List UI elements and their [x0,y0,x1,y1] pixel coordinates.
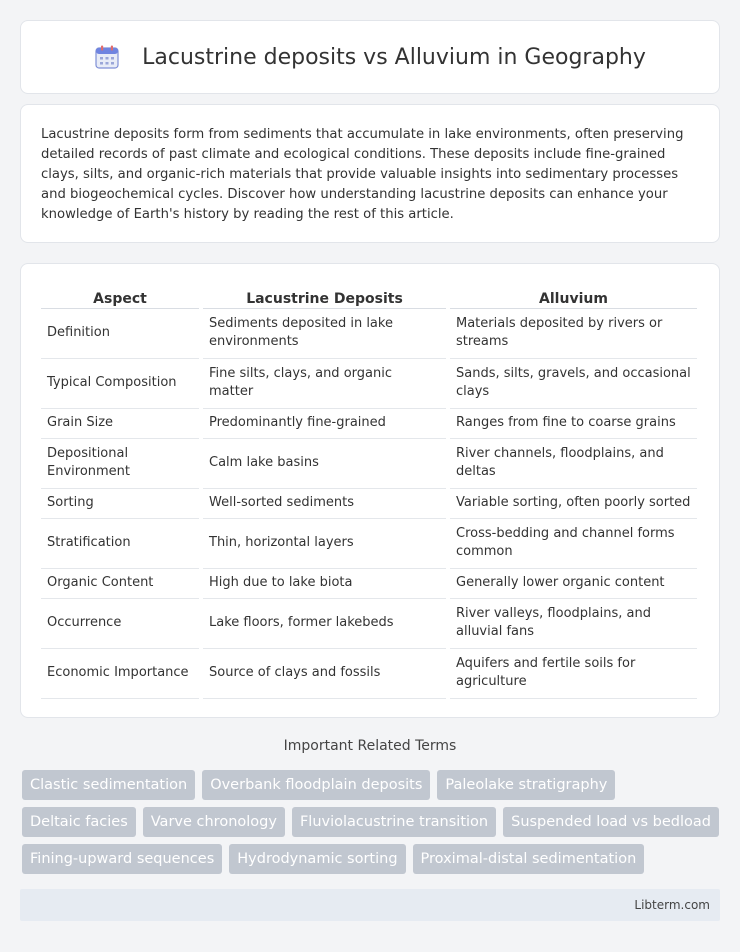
alluvium-cell: River channels, floodplains, and deltas [448,438,697,488]
header-lacustrine: Lacustrine Deposits [201,284,448,308]
intro-card [20,104,720,243]
aspect-cell: Typical Composition [41,358,201,408]
table-row [41,438,697,488]
lacustrine-cell: Source of clays and fossils [201,648,448,698]
comparison-card [20,263,720,718]
calendar-icon [94,44,120,70]
alluvium-cell: Sands, silts, gravels, and occasional clays [448,358,697,408]
aspect-cell: Stratification [41,518,201,568]
alluvium-cell: Materials deposited by rivers or streams [448,308,697,358]
table-row [41,358,697,408]
related-term-tag[interactable]: Hydrodynamic sorting [229,844,405,874]
table-row [41,308,697,358]
aspect-cell: Grain Size [41,408,201,438]
alluvium-cell: River valleys, floodplains, and alluvial fans [448,598,697,648]
table-row [41,408,697,438]
related-terms-title: Important Related Terms [283,738,457,754]
header-aspect: Aspect [41,284,201,308]
related-terms-list [22,770,722,874]
header-alluvium: Alluvium [448,284,697,308]
page-title: Lacustrine deposits vs Alluvium in Geography [142,44,646,70]
alluvium-cell: Cross-bedding and channel forms common [448,518,697,568]
lacustrine-cell: Fine silts, clays, and organic matter [201,358,448,408]
comparison-table [41,284,697,699]
related-term-tag[interactable]: Clastic sedimentation [22,770,195,800]
table-row [41,648,697,698]
related-term-tag[interactable]: Suspended load vs bedload [503,807,719,837]
related-term-tag[interactable]: Fining-upward sequences [22,844,222,874]
table-row [41,518,697,568]
aspect-cell: Economic Importance [41,648,201,698]
alluvium-cell: Variable sorting, often poorly sorted [448,488,697,518]
table-row [41,568,697,598]
lacustrine-cell: Sediments deposited in lake environments [201,308,448,358]
aspect-cell: Occurrence [41,598,201,648]
aspect-cell: Definition [41,308,201,358]
lacustrine-cell: Well-sorted sediments [201,488,448,518]
lacustrine-cell: Thin, horizontal layers [201,518,448,568]
table-row [41,488,697,518]
alluvium-cell: Generally lower organic content [448,568,697,598]
table-header-row [41,284,697,308]
related-term-tag[interactable]: Fluviolacustrine transition [292,807,496,837]
aspect-cell: Sorting [41,488,201,518]
footer [20,889,720,921]
footer-brand-link[interactable]: Libterm.com [634,898,710,912]
alluvium-cell: Aquifers and fertile soils for agriculture [448,648,697,698]
lacustrine-cell: Calm lake basins [201,438,448,488]
lacustrine-cell: Predominantly fine-grained [201,408,448,438]
related-term-tag[interactable]: Deltaic facies [22,807,136,837]
lacustrine-cell: Lake floors, former lakebeds [201,598,448,648]
header-card [20,20,720,94]
related-term-tag[interactable]: Proximal-distal sedimentation [413,844,645,874]
aspect-cell: Depositional Environment [41,438,201,488]
lacustrine-cell: High due to lake biota [201,568,448,598]
related-term-tag[interactable]: Varve chronology [143,807,285,837]
related-term-tag[interactable]: Overbank floodplain deposits [202,770,430,800]
related-term-tag[interactable]: Paleolake stratigraphy [437,770,615,800]
alluvium-cell: Ranges from fine to coarse grains [448,408,697,438]
intro-paragraph: Lacustrine deposits form from sediments that accumulate in lake environments, often preserving detailed records of past climate and ecological conditions. These deposits include fine-grained clays, silts, and organic-rich materials that provide valuable insights into sedimentary processes and biogeochemical cycles. Discover how understanding lacustrine deposits can enhance your knowledge of Earth's history by reading the rest of this article. [41,127,684,222]
table-row [41,598,697,648]
aspect-cell: Organic Content [41,568,201,598]
